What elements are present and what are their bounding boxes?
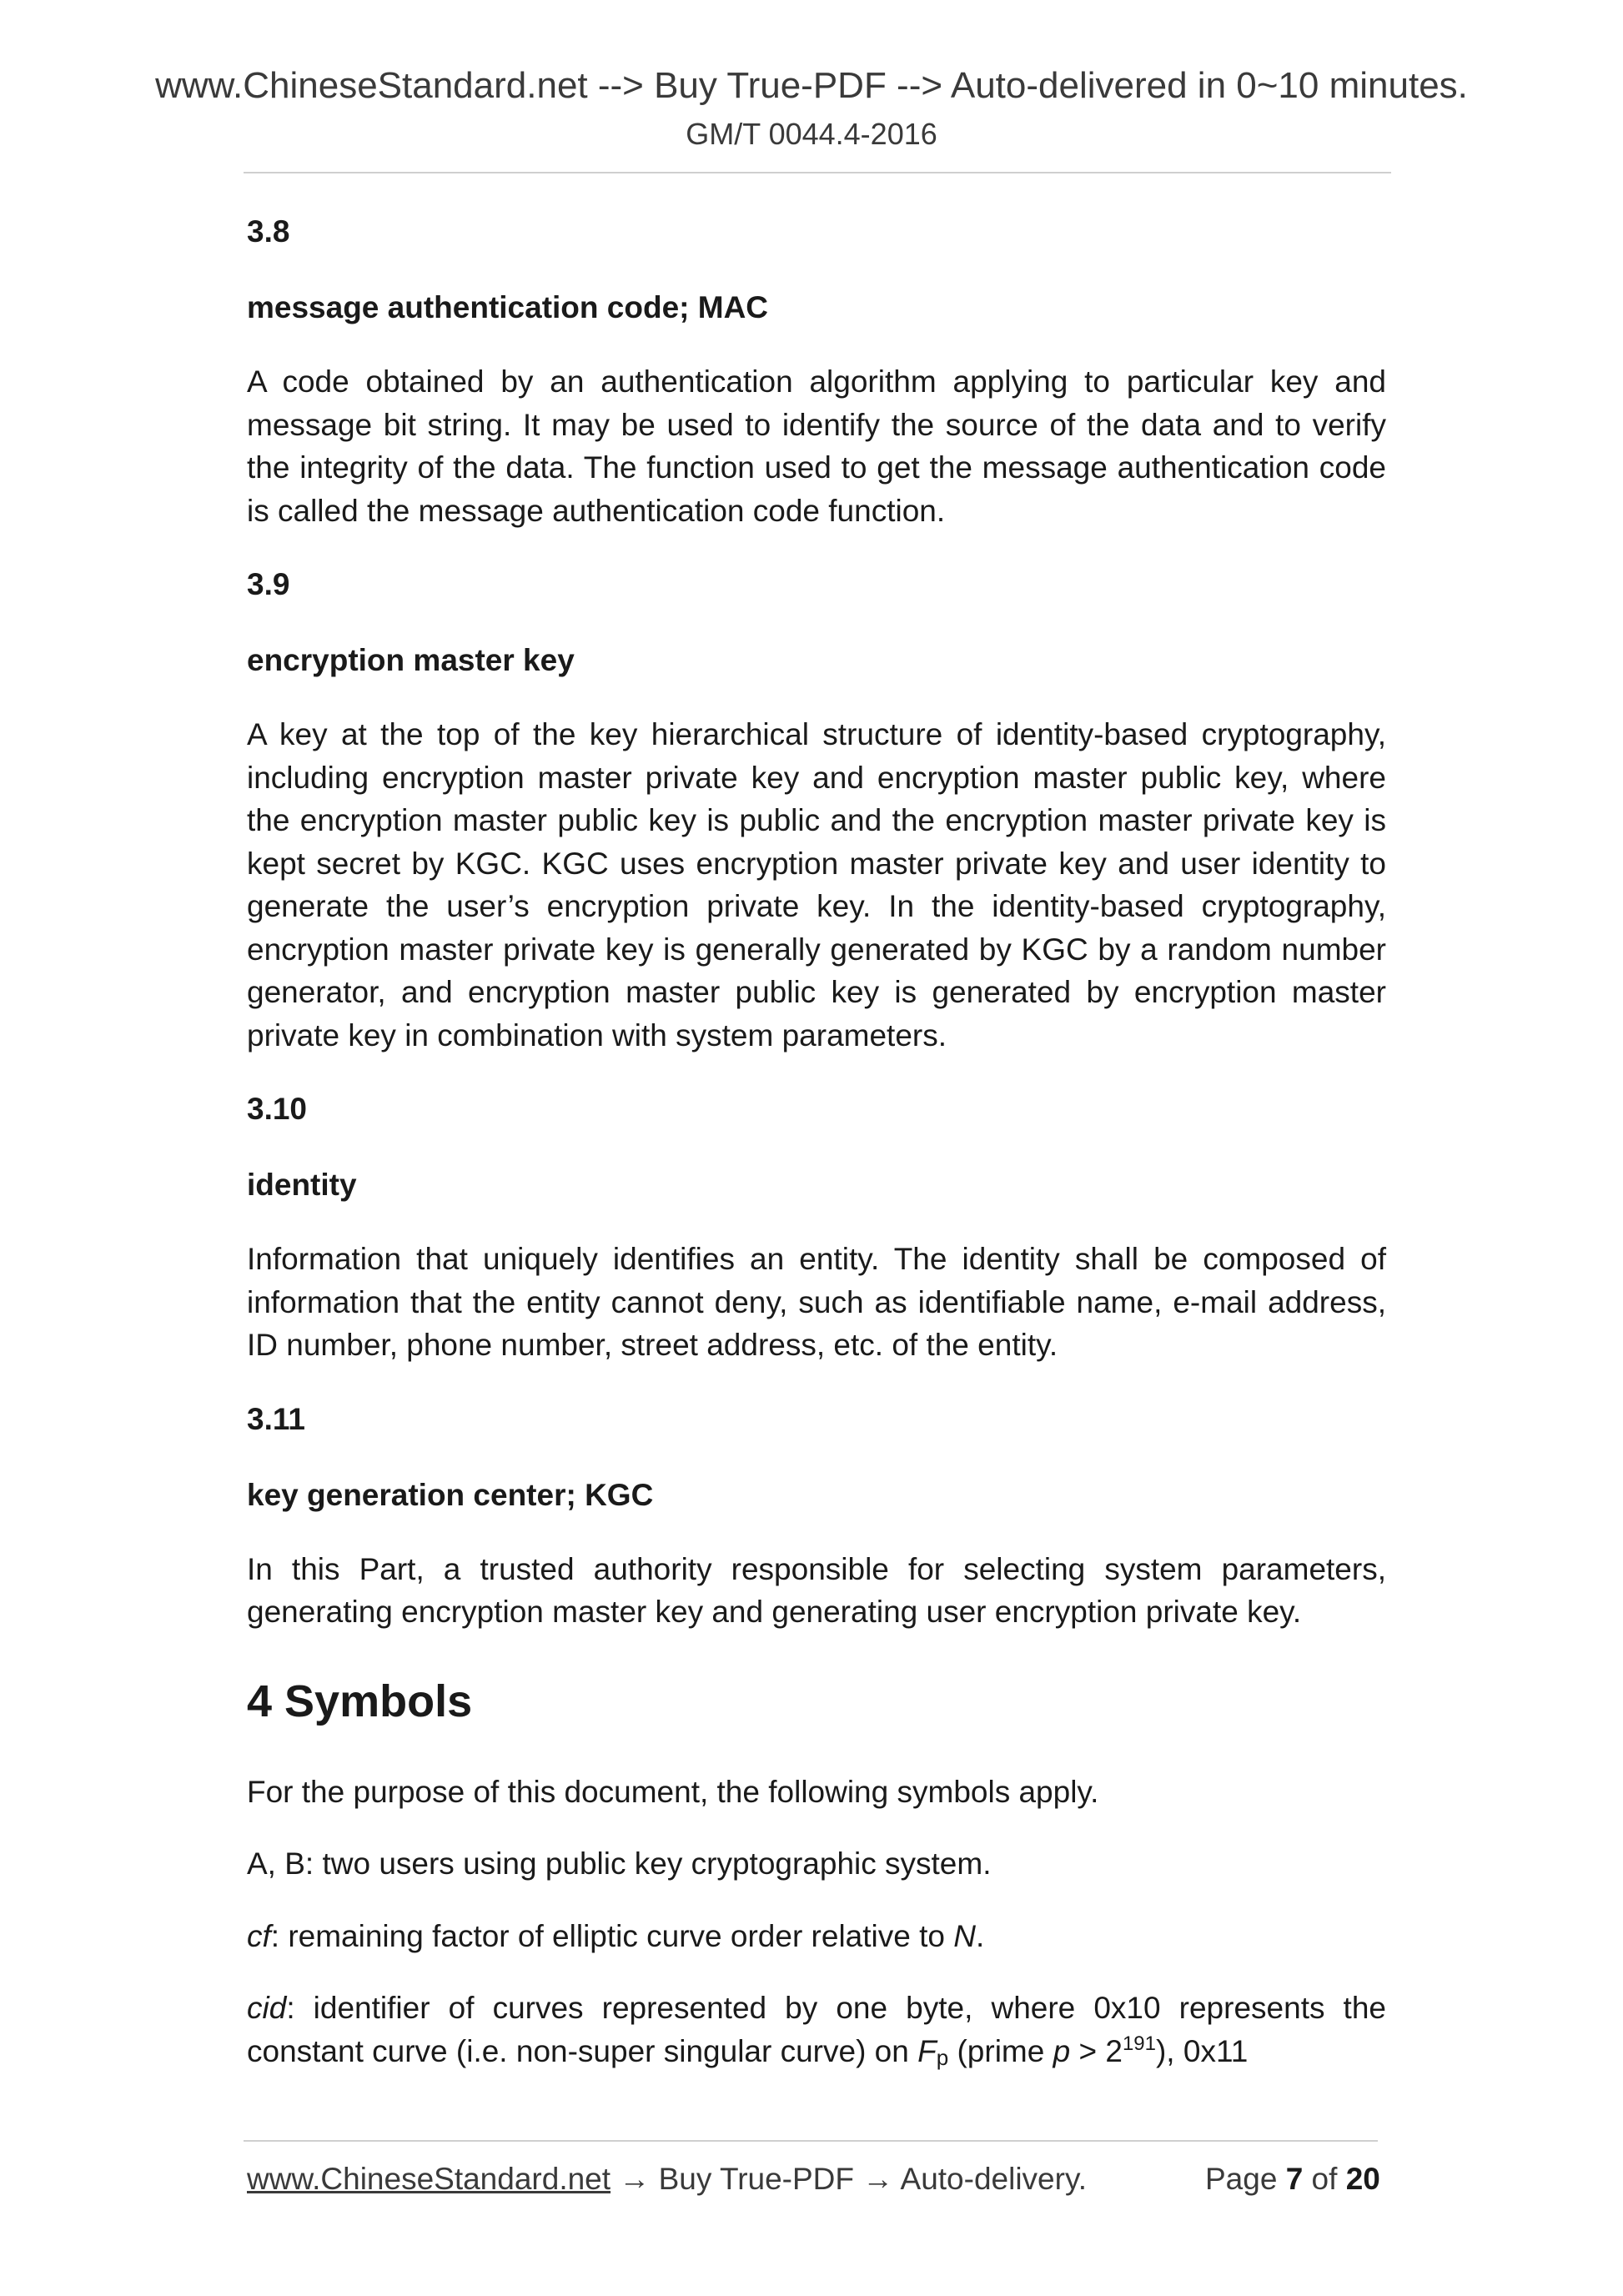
symbol-cid-text-3: > 2 (1070, 2033, 1123, 2068)
term-number: 3.9 (247, 567, 290, 601)
symbol-cf-name: cf (247, 1918, 271, 1953)
footer-link[interactable]: www.ChineseStandard.net (247, 2162, 611, 2196)
term-name: encryption master key (247, 643, 575, 677)
symbol-cid-text-2: (prime (948, 2033, 1053, 2068)
term-definition: A key at the top of the key hierarchical structure of identity-based cryptography, including encryption master private key and encryption master public key, where the encryption master public key is public and the encryption master private key is kept secret by KGC. KGC uses encryption master private key and user identity to generate the user’s encryption private key. In the identity-based cryptography, encryption master private key is generally generated by KGC by a random number generator, and encryption master public key is generated by encryption master private key in combination with system parameters. (247, 717, 1386, 1053)
field-subscript: p (936, 2044, 949, 2070)
term-definition: In this Part, a trusted authority responsible for selecting system parameters, generating encryption master key and generating user encryption private key. (247, 1551, 1386, 1629)
symbol-ab: A, B: two users using public key cryptographic system. (247, 1846, 992, 1881)
term-definition: A code obtained by an authentication algorithm applying to particular key and message bit string. It may be used to identify the source of the data and to verify the integrity of the data. The function used to get the message authentication code is called the message authentication code function. (247, 364, 1386, 528)
of-label: of (1303, 2162, 1346, 2196)
symbol-n: N (953, 1918, 976, 1953)
exponent: 191 (1122, 2032, 1156, 2055)
section-heading: 4 Symbols (247, 1676, 473, 1726)
page-indicator (1205, 2162, 1380, 2197)
term-number: 3.11 (247, 1401, 305, 1436)
symbol-cf (247, 1915, 1386, 1958)
term-name: message authentication code; MAC (247, 290, 769, 324)
prime-symbol: p (1053, 2033, 1071, 2068)
term-number: 3.8 (247, 214, 290, 249)
term-definition: Information that uniquely identifies an entity. The identity shall be composed of information that the entity cannot deny, such as identifiable name, e-mail address, ID number, phone number, street address, etc. of the entity. (247, 1242, 1386, 1362)
symbol-cid-text: : identifier of curves represented by one byte, where 0x10 represents the constant curve (i.e. non-super singular curve) on (247, 1991, 1386, 2068)
symbol-cid-name: cid (247, 1991, 287, 2025)
footer-left (247, 2162, 1087, 2197)
term-name: key generation center; KGC (247, 1477, 654, 1512)
document-code: GM/T 0044.4-2016 (686, 117, 937, 151)
page-body (247, 208, 1386, 2077)
term-name: identity (247, 1168, 357, 1202)
symbol-cid-text-4: ), 0x11 (1155, 2033, 1249, 2068)
page-label: Page (1205, 2162, 1286, 2196)
symbol-cf-end: . (975, 1918, 985, 1953)
total-pages: 20 (1345, 2162, 1380, 2196)
footer-divider (244, 2140, 1378, 2142)
field-symbol: F (917, 2033, 937, 2068)
footer-text: → Buy True-PDF → Auto-delivery. (611, 2162, 1087, 2196)
header-banner: www.ChineseStandard.net --> Buy True-PDF --> Auto-delivered in 0~10 minutes. (155, 65, 1468, 106)
symbol-cf-text: : remaining factor of elliptic curve order relative to (270, 1918, 954, 1953)
symbol-cid (247, 1987, 1386, 2077)
section-intro: For the purpose of this document, the following symbols apply. (247, 1774, 1099, 1809)
header-divider (244, 172, 1391, 173)
term-number: 3.10 (247, 1092, 308, 1126)
current-page: 7 (1285, 2162, 1304, 2196)
